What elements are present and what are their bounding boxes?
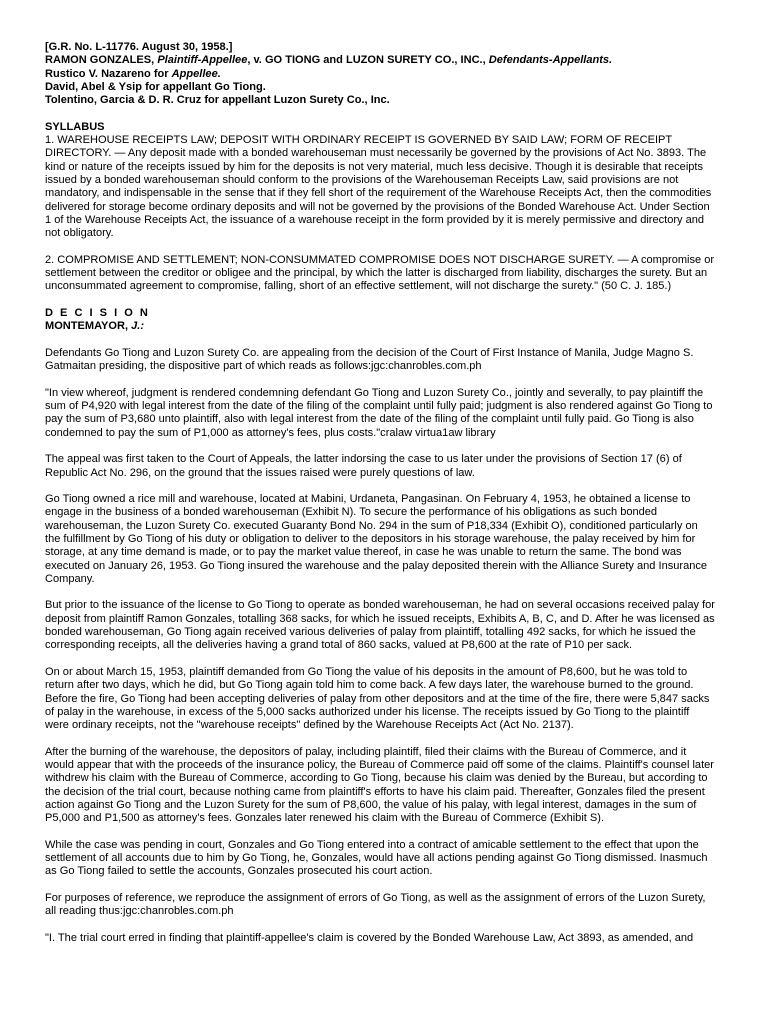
appellee-counsel <box>45 68 716 81</box>
decision-paragraph: "In view whereof, judgment is rendered condemning defendant Go Tiong and Luzon Surety Co., jointly and severally, to pay plaintiff the sum of P4,920 with legal interest from the date of the filing of the complaint until fully paid; judgment is also rendered against Go Tiong to pay the sum of P3,680 unto plaintiff, also with legal interest from the date of the filing of the complaint until fully paid. Go Tiong is also condemned to pay the sum of P1,000 as attorney's fees, plus costs."cralaw virtua1aw library <box>45 386 713 439</box>
versus-text: , v. GO TIONG and LUZON SURETY CO., INC., <box>247 54 489 67</box>
counsel-go-tiong: David, Abel & Ysip for appellant Go Tiong. <box>45 80 266 93</box>
defendants-role: Defendants-Appellants. <box>488 54 613 67</box>
decision-paragraph: After the burning of the warehouse, the depositors of palay, including plaintiff, filed their claims with the Bureau of Commerce, and it would appear that with the proceeds of the insurance policy, the Bureau of Commerce paid off some of the claims. Plaintiff's counsel later withdrew his claim with the Bureau of Commerce, according to Go Tiong, because his claim was denied by the Bureau, but according to the decision of the trial court, because nothing came from plaintiff's efforts to have his claim paid. Thereafter, Gonzales filed the present action against Go Tiong and the Luzon Surety for the sum of P8,600, the value of his palay, with legal interest, damages in the sum of P5,000 and P1,500 as attorney's fees. Gonzales later renewed his claim with the Bureau of Commerce (Exhibit S). <box>45 745 714 825</box>
syllabus-section <box>45 121 716 241</box>
justice-name: MONTEMAYOR, <box>45 320 132 333</box>
decision-paragraph: The appeal was first taken to the Court of Appeals, the latter indorsing the case to us later under the provisions of Section 17 (6) of Republic Act No. 296, on the ground that the issues raised were purely questions of law. <box>45 453 682 479</box>
syllabus-title: SYLLABUS <box>45 120 105 133</box>
case-header <box>45 41 716 107</box>
syllabus-item-1: 1. WAREHOUSE RECEIPTS LAW; DEPOSIT WITH ORDINARY RECEIPT IS GOVERNED BY SAID LAW; FORM OF RECEIPT DIRECTORY. — Any deposit made with a bonded warehouseman must necessarily be governed by the provisions of Act No. 3893. The kind or nature of the receipts issued by him for the deposits is not very material, much less decisive. Though it is desirable that receipts issued by a bonded warehouseman should conform to the provisions of the Warehouseman Receipts Law, said provisions are not mandatory, and indispensable in the sense that if they fell short of the requirement of the Warehouse Receipts Act, then the commodities delivered for storage become ordinary deposits and will not be governed by the provisions of the Bonded Warehouse Act. Under Section 1 of the Warehouse Receipts Act, the issuance of a warehouse receipt in the form provided by it is merely permissive and directory and not obligatory. <box>45 134 712 240</box>
ponente <box>45 320 716 333</box>
syllabus-item-2: 2. COMPROMISE AND SETTLEMENT; NON-CONSUMMATED COMPROMISE DOES NOT DISCHARGE SURETY. — A compromise or settlement between the creditor or obligee and the principal, by which the latter is discharged from liability, discharges the surety. But an unconsummated agreement to compromise, falling, short of an effective settlement, will not discharge the surety." (50 C. J. 185.) <box>45 253 715 293</box>
case-parties <box>45 54 716 67</box>
decision-paragraph: Defendants Go Tiong and Luzon Surety Co. are appealing from the decision of the Court of First Instance of Manila, Judge Magno S. Gatmaitan presiding, the dispositive part of which reads as follows:jgc:chanrobles.com.ph <box>45 346 694 373</box>
plaintiff-name: RAMON GONZALES, <box>45 54 158 67</box>
appellee-word: Appellee. <box>171 67 221 80</box>
decision-paragraph: While the case was pending in court, Gonzales and Go Tiong entered into a contract of amicable settlement to the effect that upon the settlement of all accounts due to him by Go Tiong, he, Gonzales, would have all actions pending against Go Tiong dismissed. Inasmuch as Go Tiong failed to settle the accounts, Gonzales prosecuted his court action. <box>45 838 708 878</box>
appellee-counsel-name: Rustico V. Nazareno for <box>45 67 172 80</box>
decision-paragraph: Go Tiong owned a rice mill and warehouse, located at Mabini, Urdaneta, Pangasinan. On February 4, 1953, he obtained a license to engage in the business of a bonded warehouseman (Exhibit N). To secure the performance of his obligations as such bonded warehouseman, the Luzon Surety Co. executed Guaranty Bond No. 294 in the sum of P18,334 (Exhibit O), conditioned particularly on the fulfillment by Go Tiong of his duty or obligation to deliver to the depositors in his storage warehouse, the palay received by him for storage, at any time demand is made, or to pay the market value thereof, in case he was unable to return the same. The bond was executed on January 26, 1953. Go Tiong insured the warehouse and the palay deposited therein with the Alliance Surety and Insurance Company. <box>45 493 708 585</box>
decision-paragraph: But prior to the issuance of the license to Go Tiong to operate as bonded warehouseman, he had on several occasions received palay for deposit from plaintiff Ramon Gonzales, totalling 368 sacks, for which he issued receipts, Exhibits A, B, C, and D. After he was licensed as bonded warehouseman, Go Tiong again received various deliveries of palay from plaintiff, totalling 492 sacks, for which he issued the corresponding receipts, all the deliveries having a grand total of 860 sacks, valued at P8,600 at the rate of P10 per sack. <box>45 599 715 652</box>
counsel-luzon: Tolentino, Garcia & D. R. Cruz for appellant Luzon Surety Co., Inc. <box>45 94 390 107</box>
decision-title: D E C I S I O N <box>45 306 150 319</box>
case-number: [G.R. No. L-11776. August 30, 1958.] <box>45 41 233 53</box>
decision-paragraph: For purposes of reference, we reproduce the assignment of errors of Go Tiong, as well as the assignment of errors of the Luzon Surety, all reading thus:jgc:chanrobles.com.ph <box>45 892 706 918</box>
plaintiff-role: Plaintiff-Appellee <box>157 54 248 67</box>
decision-paragraph: "I. The trial court erred in finding that plaintiff-appellee's claim is covered by the Bonded Warehouse Law, Act 3893, as amended, and <box>45 931 694 944</box>
justice-suffix: J.: <box>131 320 145 333</box>
decision-paragraph: On or about March 15, 1953, plaintiff demanded from Go Tiong the value of his deposits in the amount of P8,600, but he was told to return after two days, which he did, but Go Tiong again told him to come back. A few days later, the warehouse burned to the ground. Before the fire, Go Tiong had been accepting deliveries of palay from other depositors and at the time of the fire, there were 5,847 sacks of palay in the warehouse, in excess of the 5,000 sacks authorized under his license. The receipts issued by Go Tiong to the plaintiff were ordinary receipts, not the "warehouse receipts" defined by the Warehouse Receipts Act (Act No. 2137). <box>45 665 710 732</box>
decision-heading <box>45 307 716 334</box>
